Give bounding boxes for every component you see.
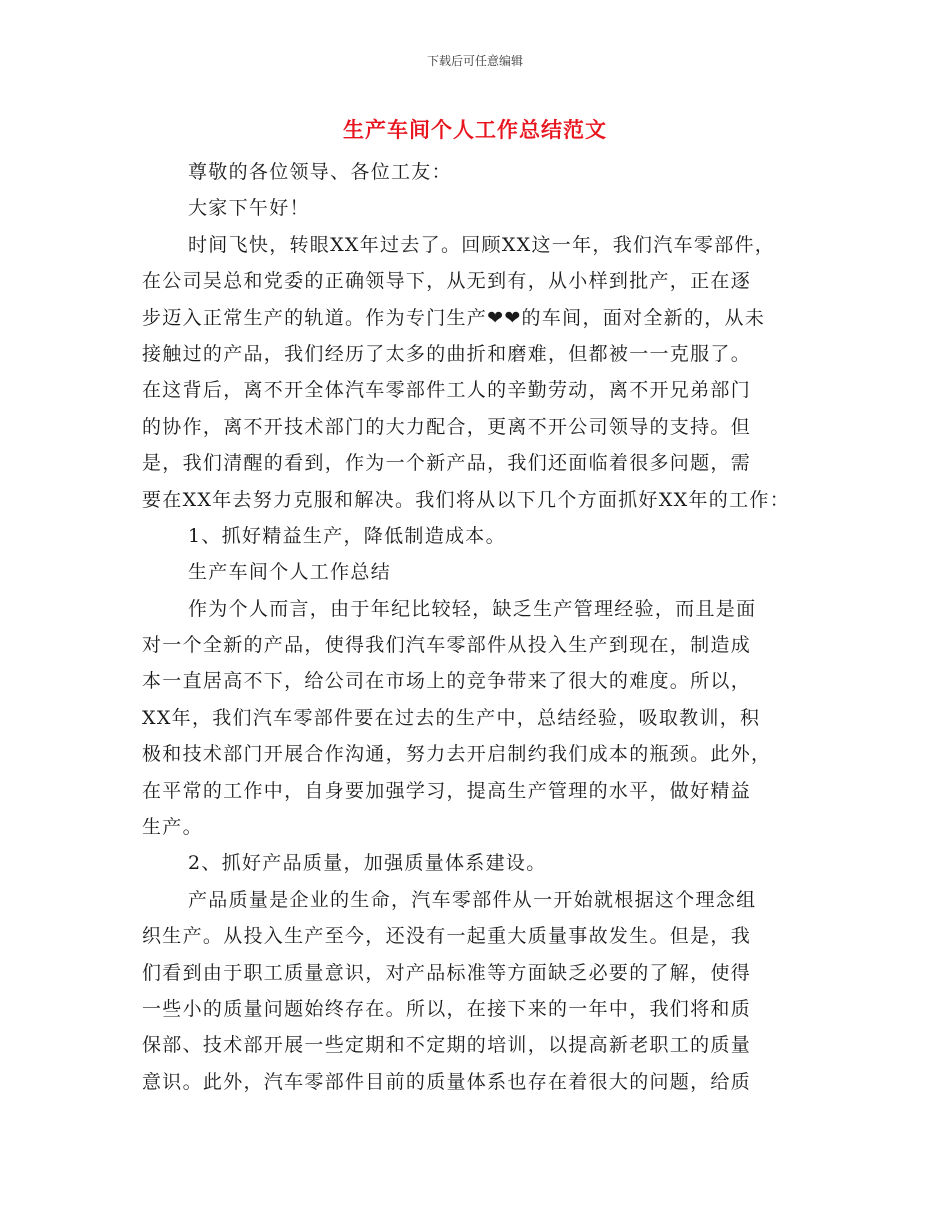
section-heading: 2、抓好产品质量，加强质量体系建设。 — [188, 852, 547, 875]
text-line: 生产车间个人工作总结 — [188, 561, 392, 584]
text-line: 大家下午好！ — [188, 197, 310, 220]
text-line: 在这背后，离不开全体汽车零部件工人的辛勤劳动，离不开兄弟部门 — [142, 379, 752, 402]
text-line: 时间飞快，转眼XX年过去了。回顾XX这一年，我们汽车零部件， — [188, 233, 776, 256]
document-title: 生产车间个人工作总结范文 — [343, 117, 607, 142]
text-line: 在公司吴总和党委的正确领导下，从无到有，从小样到批产，正在逐 — [142, 270, 752, 293]
text-line: XX年，我们汽车零部件要在过去的生产中，总结经验，吸取教训，积 — [142, 706, 761, 729]
text-line: 尊敬的各位领导、各位工友： — [188, 161, 452, 183]
text-line: 一些小的质量问题始终存在。所以，在接下来的一年中，我们将和质 — [142, 997, 752, 1020]
header-note: 下载后可任意编辑 — [426, 54, 523, 68]
text-line: 的协作，离不开技术部门的大力配合，更离不开公司领导的支持。但 — [142, 415, 752, 438]
text-line: 作为个人而言，由于年纪比较轻，缺乏生产管理经验，而且是面 — [188, 597, 757, 620]
text-line: 意识。此外，汽车零部件目前的质量体系也存在着很大的问题，给质 — [142, 1070, 752, 1093]
text-line: 对一个全新的产品，使得我们汽车零部件从投入生产到现在，制造成 — [142, 634, 752, 657]
text-line: 极和技术部门开展合作沟通，努力去开启制约我们成本的瓶颈。此外， — [142, 743, 772, 766]
text-line: 要在XX年去努力克服和解决。我们将从以下几个方面抓好XX年的工作： — [142, 488, 791, 511]
text-line: 接触过的产品，我们经历了太多的曲折和磨难，但都被一一克服了。 — [142, 342, 752, 365]
document-body — [142, 154, 824, 1100]
text-line: 们看到由于职工质量意识，对产品标准等方面缺乏必要的了解，使得 — [142, 961, 752, 984]
text-line: 步迈入正常生产的轨道。作为专门生产❤❤的车间，面对全新的，从未 — [142, 306, 766, 329]
text-line: 在平常的工作中，自身要加强学习，提高生产管理的水平，做好精益 — [142, 779, 752, 802]
section-heading: 1、抓好精益生产，降低制造成本。 — [188, 524, 506, 547]
text-line: 织生产。从投入生产至今，还没有一起重大质量事故发生。但是，我 — [142, 925, 752, 948]
text-line: 是，我们清醒的看到，作为一个新产品，我们还面临着很多问题，需 — [142, 452, 752, 475]
text-line: 本一直居高不下，给公司在市场上的竞争带来了很大的难度。所以， — [142, 670, 752, 693]
text-line: 保部、技术部开展一些定期和不定期的培训，以提高新老职工的质量 — [142, 1034, 752, 1057]
text-line: 产品质量是企业的生命，汽车零部件从一开始就根据这个理念组 — [188, 888, 757, 911]
text-line: 生产。 — [142, 816, 203, 839]
